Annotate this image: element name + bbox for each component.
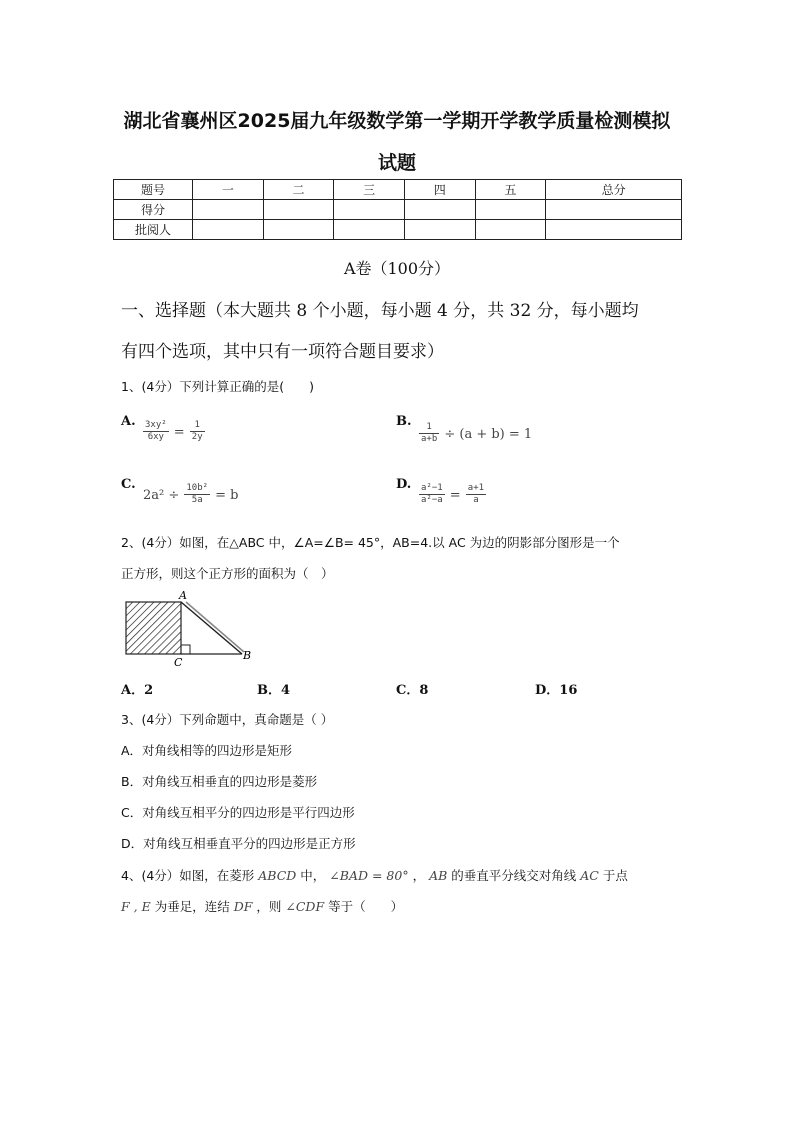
q2-option-b[interactable]: B．4 xyxy=(257,683,291,698)
denominator: 2y xyxy=(191,432,203,442)
expression-rest: = b xyxy=(215,488,239,503)
score-cell[interactable] xyxy=(404,220,475,240)
score-cell[interactable] xyxy=(193,200,264,220)
fraction xyxy=(190,420,205,443)
q4-text: 为垂足，连结 xyxy=(154,899,230,914)
q3-option-a[interactable]: A．对角线相等的四边形是矩形 xyxy=(121,743,293,758)
score-header-cell: 总分 xyxy=(546,180,682,200)
score-header-cell: 题号 xyxy=(114,180,193,200)
score-header-cell: 五 xyxy=(475,180,546,200)
paper-title-line2: 试题 xyxy=(377,152,416,174)
q4-math-angle: ∠BAD = 80° xyxy=(329,868,409,883)
q4-math-df: DF xyxy=(233,899,253,914)
expression-prefix: 2a² ÷ xyxy=(143,488,180,503)
option-letter: D. xyxy=(396,477,412,492)
fraction xyxy=(419,422,439,445)
q2-option-c[interactable]: C．8 xyxy=(396,683,429,698)
vertex-label-c: C xyxy=(174,656,183,669)
fraction xyxy=(143,420,169,443)
score-table-header-row xyxy=(114,180,682,200)
q1-option-d[interactable] xyxy=(396,473,411,492)
score-table-row xyxy=(114,200,682,220)
score-table xyxy=(113,179,682,240)
paper-title-line1: 湖北省襄州区2025届九年级数学第一学期开学教学质量检测模拟 xyxy=(123,110,671,132)
fraction xyxy=(466,483,486,506)
question-4-stem-line1 xyxy=(121,866,628,884)
score-cell[interactable] xyxy=(404,200,475,220)
score-cell[interactable] xyxy=(475,200,546,220)
score-cell[interactable] xyxy=(475,220,546,240)
score-cell[interactable] xyxy=(263,220,334,240)
q4-math-ac: AC xyxy=(580,868,599,883)
fraction xyxy=(419,483,445,506)
q1-option-b-expression xyxy=(419,422,532,445)
q4-text: 等于（ ） xyxy=(328,899,404,914)
equals-sign: = xyxy=(173,425,185,440)
score-header-cell: 三 xyxy=(334,180,405,200)
side-ab-shadow xyxy=(186,602,244,652)
q1-option-d-expression xyxy=(419,483,486,506)
vertex-label-b: B xyxy=(243,649,252,662)
denominator: a+b xyxy=(421,434,438,444)
question-4-stem-line2 xyxy=(121,897,403,915)
section-heading-line1: 一、选择题（本大题共 8 个小题，每小题 4 分，共 32 分，每小题均 xyxy=(121,301,639,321)
option-letter: C. xyxy=(121,477,136,492)
q4-text: 4、(4分）如图，在菱形 xyxy=(121,868,255,883)
q1-option-a-expression xyxy=(143,420,205,443)
q4-math-cdf: ∠CDF xyxy=(285,899,325,914)
q4-math-fe: F , E xyxy=(121,899,151,914)
numerator: a+1 xyxy=(467,483,485,493)
score-row-label: 批阅人 xyxy=(114,220,193,240)
q2-option-d[interactable]: D．16 xyxy=(535,683,578,698)
question-2-stem-line2: 正方形，则这个正方形的面积为（ ） xyxy=(121,566,334,581)
right-angle-mark xyxy=(181,645,190,654)
q4-text: ，则 xyxy=(256,899,282,914)
q4-text: 中， xyxy=(300,868,326,883)
score-header-cell: 一 xyxy=(193,180,264,200)
q4-math-ab: AB xyxy=(429,868,448,883)
q1-option-a[interactable] xyxy=(121,410,136,429)
section-heading-line2: 有四个选项，其中只有一项符合题目要求） xyxy=(121,342,444,362)
denominator: a xyxy=(473,495,479,505)
score-row-label: 得分 xyxy=(114,200,193,220)
q2-option-a[interactable]: A．2 xyxy=(121,683,154,698)
vertex-label-a: A xyxy=(179,589,187,602)
question-2-stem-line1: 2、(4分）如图，在△ABC 中，∠A=∠B= 45°，AB=4.以 AC 为边的阴影部分图形是一个 xyxy=(121,535,620,550)
q3-option-d[interactable]: D．对角线互相垂直平分的四边形是正方形 xyxy=(121,836,356,851)
numerator: a²−1 xyxy=(421,483,443,493)
equals-sign: = xyxy=(449,488,461,503)
denominator: 5a xyxy=(191,495,203,505)
score-cell[interactable] xyxy=(546,200,682,220)
option-letter: A. xyxy=(121,414,136,429)
score-cell[interactable] xyxy=(546,220,682,240)
q4-text: ， xyxy=(412,868,426,883)
score-cell[interactable] xyxy=(334,220,405,240)
question-1-stem: 1、(4分）下列计算正确的是( ) xyxy=(121,379,315,394)
q1-option-c-expression xyxy=(143,483,239,506)
score-header-cell: 四 xyxy=(404,180,475,200)
q4-text: 于点 xyxy=(602,868,628,883)
q3-option-c[interactable]: C．对角线互相平分的四边形是平行四边形 xyxy=(121,805,355,820)
q1-option-b[interactable] xyxy=(396,410,412,429)
score-table-row xyxy=(114,220,682,240)
q4-text: 的垂直平分线交对角线 xyxy=(451,868,577,883)
numerator: 10b² xyxy=(186,483,209,493)
shaded-square xyxy=(126,602,181,654)
score-cell[interactable] xyxy=(193,220,264,240)
score-header-cell: 二 xyxy=(263,180,334,200)
fraction xyxy=(184,483,210,506)
numerator: 3xy² xyxy=(145,420,167,430)
score-cell[interactable] xyxy=(334,200,405,220)
numerator: 1 xyxy=(419,422,439,434)
denominator: 6xy xyxy=(147,432,164,442)
question-3-stem: 3、(4分）下列命题中，真命题是（ ） xyxy=(121,712,334,727)
paper-part-heading: A卷（100分） xyxy=(343,259,451,278)
q4-math-rhombus: ABCD xyxy=(258,868,297,883)
numerator: 1 xyxy=(190,420,205,432)
denominator: a²−a xyxy=(421,495,443,505)
expression-rest: ÷ (a + b) = 1 xyxy=(444,427,533,442)
q1-option-c[interactable] xyxy=(121,473,136,492)
q3-option-b[interactable]: B．对角线互相垂直的四边形是菱形 xyxy=(121,774,318,789)
score-cell[interactable] xyxy=(263,200,334,220)
option-letter: B. xyxy=(396,414,412,429)
q2-triangle-square-figure xyxy=(118,588,268,670)
